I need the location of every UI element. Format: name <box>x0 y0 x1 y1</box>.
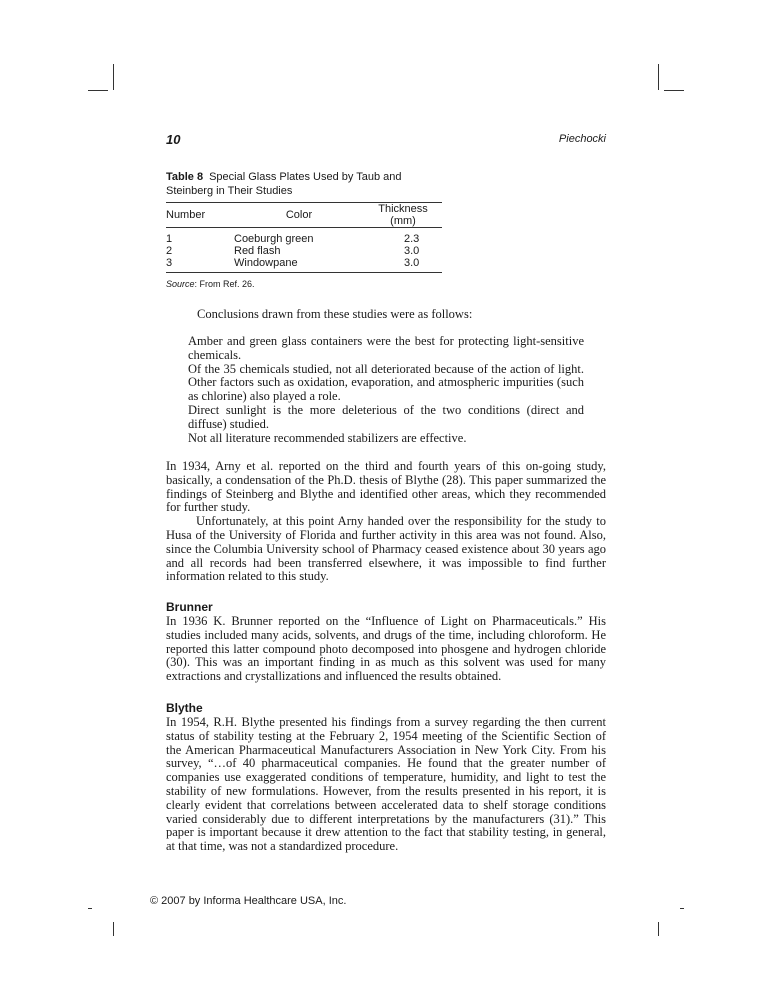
column-header: Color <box>285 209 313 221</box>
crop-mark <box>113 64 114 90</box>
table-label: Table 8 <box>166 171 204 183</box>
paragraph: In 1936 K. Brunner reported on the “Influence of Light on Pharmaceuticals.” His studies included many acids, solvents, and drugs of the time, including chloroform. He reported this latter compound photo decomposed into phosgene and hydrogen chloride (30). This was an important finding in as much as this solvent was used for many extractions and crystallizations and influenced the results obtained. <box>166 614 606 684</box>
body-paragraphs <box>166 460 606 584</box>
crop-mark <box>658 64 659 90</box>
conclusions-list <box>188 335 584 445</box>
table-caption-text: Special Glass Plates Used by Taub and Steinberg in Their Studies <box>166 171 402 197</box>
table-caption <box>166 170 442 198</box>
source-label: Source <box>166 279 195 289</box>
paragraph: In 1954, R.H. Blythe presented his findings from a survey regarding the then current status of stability testing at the February 2, 1954 meeting of the Scientific Section of the American Pharmaceutical Manufacturers Association in New York City. From his survey, “…of 40 pharmaceutical companies. He found that the greater number of companies use exaggerated conditions of temperature, humidity, and light to test the stability of new formulations. However, from the results presented in his report, it is clearly evident that correlations between accelerated data to shelf storage conditions varied considerably due to different interpretations by the manufacturers (31).” This paper is important because it drew attention to the fact that stability testing, in general, at that time, was not a standardized procedure. <box>166 715 606 854</box>
column-header: Thickness (mm) <box>378 203 428 227</box>
paragraph: In 1934, Arny et al. reported on the third and fourth years of this on-going study, basically, a condensation of the Ph.D. thesis of Blythe (28). This paper summarized the findings of Steinberg and Blythe and identified other areas, which they recommended for further study. <box>166 459 606 515</box>
table-cell: 1 <box>166 233 173 245</box>
table-row <box>166 233 442 245</box>
table-bottom-rule <box>166 272 442 273</box>
crop-mark <box>88 90 108 91</box>
table-cell: 3.0 <box>404 257 420 269</box>
blythe-section-body <box>166 716 606 854</box>
table-header-row <box>166 203 442 227</box>
source-text: : From Ref. 26. <box>194 279 255 289</box>
table-cell: Windowpane <box>234 257 298 269</box>
table-block <box>166 170 442 289</box>
crop-mark <box>113 922 114 936</box>
crop-mark <box>664 90 684 91</box>
table-cell: Coeburgh green <box>234 233 314 245</box>
table-cell: 3 <box>166 257 173 269</box>
section-heading-blythe: Blythe <box>166 701 203 715</box>
table-row <box>166 245 442 257</box>
table-row <box>166 257 442 269</box>
conclusion-item: Amber and green glass containers were the best for protecting light-sensitive chemicals. <box>188 334 584 362</box>
conclusion-item: Direct sunlight is the more deleterious of the two conditions (direct and diffuse) studied. <box>188 402 584 431</box>
crop-mark <box>680 908 684 909</box>
table-source <box>166 279 442 289</box>
copyright-footer: © 2007 by Informa Healthcare USA, Inc. <box>150 895 347 907</box>
crop-mark <box>88 908 92 909</box>
table-cell: 2 <box>166 245 173 257</box>
intro-text: Conclusions drawn from these studies were as follows: <box>197 307 473 321</box>
intro-sentence <box>197 308 597 322</box>
page-number: 10 <box>166 132 181 147</box>
table-cell: 3.0 <box>404 245 420 257</box>
table-header-rule <box>166 227 442 228</box>
glass-plates-table-body <box>166 233 442 269</box>
conclusion-item: Of the 35 chemicals studied, not all deteriorated because of the action of light. Other factors such as oxidation, evaporation, and atmospheric impurities (such as chlorine) also played a role. <box>188 361 584 404</box>
column-header: Number <box>166 209 206 221</box>
running-head: Piechocki <box>558 133 606 145</box>
table-cell: Red flash <box>234 245 281 257</box>
crop-mark <box>658 922 659 936</box>
conclusion-item: Not all literature recommended stabilizers are effective. <box>188 430 467 445</box>
table-cell: 2.3 <box>404 233 420 245</box>
paragraph: Unfortunately, at this point Arny handed over the responsibility for the study to Husa of the University of Florida and further activity in this area was not found. Also, since the Columbia University school of Pharmacy ceased existence about 30 years ago and all records had been transferred elsewhere, it was impossible to find further information related to this study. <box>166 514 606 584</box>
brunner-section-body <box>166 615 606 684</box>
section-heading-brunner: Brunner <box>166 600 213 614</box>
glass-plates-table <box>166 203 442 227</box>
